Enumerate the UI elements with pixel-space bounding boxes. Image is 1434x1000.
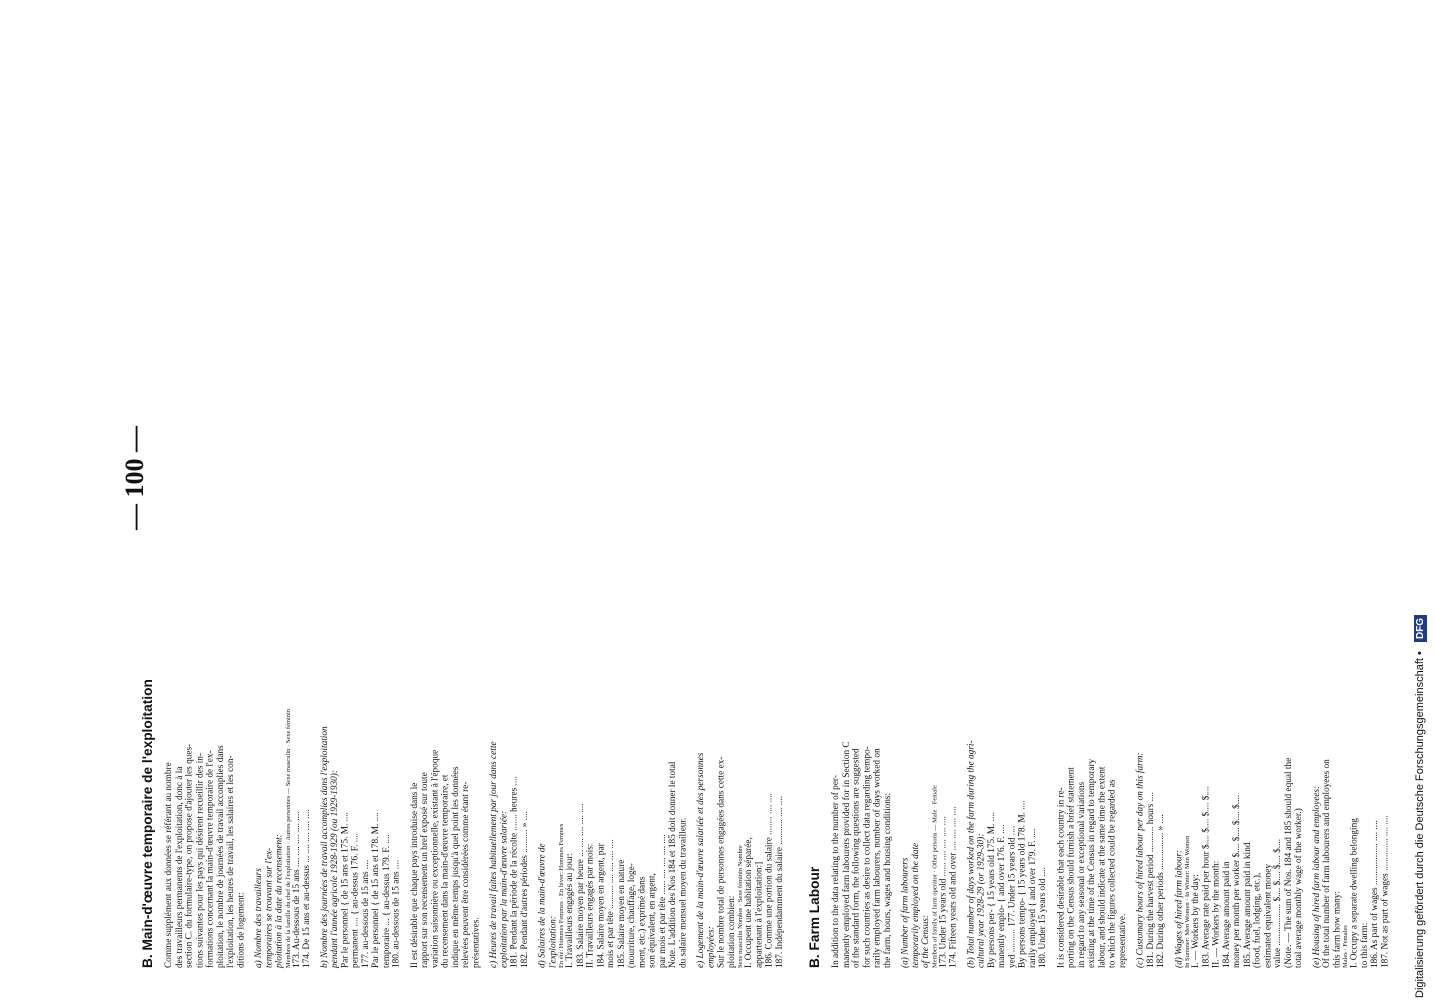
french-a-columns: Membres de la famille du chef de l'exploitation · Autres personnes — Sexe masculin · Sexe féminin [283, 708, 292, 968]
english-q182: 182. During other periods ................ » .... [1154, 814, 1166, 968]
french-intro: Comme supplément aux données se référant au nombre des travailleurs permanents de l'exploitation, donc à la section C. du formulaire-type, on propose d'ajouter les ques- tions suivantes pour les pays qui désirent recueillir des in- formations concernant la main-d'œuvre temporaire de l'ex- ploitation, le nombre de journées de travail accomplies dans l'exploitation, les heures de travail, les salaires et les con- ditions de logement: [162, 743, 246, 968]
french-b-title: b) Nombre des journées de travail accomplies dans l'exploitation [318, 726, 330, 968]
french-d2: II. Travailleurs engagés par mois: [584, 843, 595, 968]
english-e1: I. Occupy a separate dwelling belonging [1348, 818, 1359, 968]
french-q181: 181. Pendant la période de la récolte ....... heures .... [508, 776, 519, 968]
dfg-logo: DFG [1414, 615, 1427, 642]
english-q187: 187. Not as part of wages .............. .... .... [1378, 815, 1390, 968]
english-q183: 183. Average rate paid per hour $.... $.... $.... $.... [1200, 786, 1211, 968]
english-b-line: By persons per- { 15 years old 175. M. .... [985, 812, 997, 968]
french-title: B. Main-d'œuvre temporaire de l'exploitation [140, 679, 156, 968]
english-b-line: By persons tempo- { 15 years old 178. M. .... [1016, 800, 1028, 968]
english-b-line: rarily employed { and over 179. F. .... [1026, 828, 1038, 968]
english-q184: 184. Average amount paid in [1220, 861, 1232, 968]
english-d-title: (d) Wages of hired farm labour: [1172, 849, 1184, 968]
french-e-title: e) Logement de la main-d'œuvre salariée et des personnes [694, 752, 706, 968]
english-intro: In addition to the data relating to the number of per- manently employed farm labourers provided for in Section C of the standard form, the following questions are suggested for such countries as desire to collect data regarding tempo- rarily employed farm labourers, number of days worked on the farm, hours, wages and housing conditions: [830, 741, 893, 968]
english-e-text: Of the total number of farm labourers and employees on [1320, 759, 1332, 968]
french-q187: 187. Indépendamment du salaire ........... .... .... [773, 795, 785, 968]
english-b-note: It is considered desirable that each country in re- porting on the Census should furnish a brief statement in regard to any seasonal or exceptional variations existing at the time of the Census in regard to temporary labour, and should indicate at the same time the extent to which the figures collected could be regarded as representative. [1054, 758, 1128, 968]
french-q183: 183. Salaire moyen par heure ... .... .... .... .... [574, 803, 585, 968]
french-b-line: 177. au-dessous de 15 ans .... [359, 859, 371, 968]
english-b-line: yed .......... 177. Under 15 years old .... [1006, 825, 1017, 968]
english-d-columns: In Summer: Men Women · In Winter: Men Women [1183, 835, 1191, 968]
english-b-line: manently emplo- { and over 176. F. .... [995, 824, 1007, 968]
english-q185: 185. Average amount paid in kind [1241, 842, 1252, 968]
french-q173: 173. Au-dessous de 15 ans .... .... .... .... .... [290, 811, 301, 968]
english-e-columns: Males · Females [1341, 925, 1349, 968]
french-b-line: temporaire ... { au-dessus 179. F. .... [380, 834, 391, 968]
english-a-title: (a) Number of farm labourers [899, 857, 910, 968]
english-b-line: 180. Under 15 years old .... [1036, 867, 1048, 968]
french-c-title: c) Heures de travail faites habituellement par jour dans cette [487, 741, 499, 968]
english-q173: 173. Under 15 years old ...... .... .... .... .... [936, 816, 948, 968]
english-q174: 174. Fifteen years old and over .... .... .... .... [947, 806, 958, 968]
french-e-text: Sur le nombre total de personnes engagées dans cette ex- [715, 756, 726, 968]
english-e-title: (e) Housing of hired farm labour and employees: [1310, 785, 1322, 968]
english-column: B. Farm Labour In addition to the data relating to the number of per- manently employed farm labourers provided for in Section C of the standard form, the following questions are suggested for such countries as desire to collect data regarding tempo- rarily employed farm labourers, number of days worked on the farm, hours, wages and housing conditions: (a) Number of farm labourers temporarily employed on the date of the Census: Members of family of farm operator · Other persons — Male · Female 173. Under 15 years old ...... .... .... .... .... 174. Fifteen years old and over .... .... .... .... (b) Total number of days worked on the farm during the agri- cultural year 1928-29 (or 1929-30): By persons per- { 15 years old 175. M. .... manently emplo- { and over 176. F. .... yed .......... 177. Under 15 years old .... By persons tempo- { 15 years old 178. M. .... rarily employed { and over 179. F. .... 180. Under 15 years old .... It is considered desirable that each country in re- porting on the Census should furnish a brief statement in regard to any seasonal or exceptional variations existing at the time of the Census in regard to temporary labour, and should indicate at the same time the extent to which the figures collected could be regarded as representative. (c) Customary hours of hired labour per day on this farm: 181. During the harvest period ........... hours .... 182. During other periods ................ » .... (d) Wages of hired farm labour: In Summer: Men Women · In Winter: Men Women I. — Workers by the day: 183. Average rate paid per hour $.... $.... $.... $.... II. — Workers by the month: 184. Average amount paid in money per month per worker $.... $.... $.... $.... 185. Average amount paid in kind (food, fuel, lodging, etc.), estimated equivalent money value .................. $.... $.... $.... $.... (Note. — The sum of Nos. 184 and 185 should equal the total average monthly wage of the worker.) (e) Housing of hired farm labour and employees: Of the total number of farm labourers and employees on this farm how many: Males · Females I. Occupy a separate dwelling belonging to this farm: 186. As part of wages .................. .... .... 187. Not as part of wages .............. .... .... [807, 337, 1390, 968]
french-b-line: 180. au-dessous de 15 ans .... [390, 859, 401, 968]
french-b-line: Par le personnel { de 15 ans et 178. M. .... [369, 812, 381, 968]
french-d-title: d) Salaires de la main-d'œuvre de [536, 843, 548, 968]
english-note: (Note. — The sum of Nos. 184 and 185 should equal the [1282, 757, 1293, 968]
english-a-columns: Members of family of farm operator · Other persons — Male · Female [930, 785, 938, 968]
english-c-title: (c) Customary hours of hired labour per day on this farm: [1134, 752, 1146, 968]
french-q184: 184. Salaire moyen en argent, par [594, 843, 606, 968]
digitization-stamp [1408, 615, 1427, 998]
english-d2: II. — Workers by the month: [1210, 860, 1222, 968]
french-q185: 185. Salaire moyen en nature [615, 859, 626, 968]
french-e-columns: Sexe masculin Nombre · Sexe féminin Nombre [735, 845, 744, 968]
french-q182: 182. Pendant d'autres périodes .......... » .... [518, 811, 530, 968]
english-title: B. Farm Labour [807, 866, 823, 968]
french-d-columns: En été: Hommes Femmes · En hiver: Hommes Femmes [556, 823, 565, 968]
french-d1: I. Travailleurs engagés au jour: [563, 852, 575, 968]
digitization-stamp-text: Digitalisierung gefördert durch die Deutsche Forschungsgemeinschaft • [1414, 651, 1426, 998]
english-q181: 181. During the harvest period ........... hours .... [1144, 792, 1156, 968]
french-note: Note. L'addition des Nos 184 et 185 doit donner le total [666, 761, 678, 968]
page-number: — 100 — [120, 426, 149, 530]
french-b-line: Par le personnel { de 15 ans et 175. M. .... [338, 812, 350, 968]
english-b-title: (b) Total number of days worked on the farm during the agri- [965, 740, 976, 968]
english-q186: 186. As part of wages .................. .... .... [1368, 820, 1380, 968]
english-d1: I. — Workers by the day: [1189, 874, 1201, 968]
french-q186: 186. Comme une portion du salaire ........ .... .... [763, 793, 774, 968]
french-e1: I. Occupent une habitation séparée, [742, 837, 754, 968]
french-q174: 174. De 15 ans et au-dessus ... .... .... .... .... [300, 809, 312, 968]
french-b-line: permanent .... { au-dessus 176. F. .... [349, 832, 360, 968]
french-b-note: Il est désirable que chaque pays introduise dans le rapport sur son recensement un bref exposé sur toute variation saisonnière ou exceptionnelle, existant à l'époque du recensement dans la main-d'œuvre temporaire, et indique en même temps jusqu'à quel point les données relevées peuvent être considérées comme étant re- présentatives. [408, 749, 481, 968]
french-a-title: a) Nombre des travailleurs [252, 868, 264, 968]
french-column: B. Main-d'œuvre temporaire de l'exploitation Comme supplément aux données se référant au nombre des travailleurs permanents de l'exploitation, donc à la section C. du formulaire-type, on propose d'ajouter les ques- tions suivantes pour les pays qui désirent recueillir des in- formations concernant la main-d'œuvre temporaire de l'ex- ploitation, le nombre de journées de travail accomplies dans l'exploitation, les heures de travail, les salaires et les con- ditions de logement: a) Nombre des travailleurs temporaires se trouvant sur l'ex- ploitation à la date du recensement: Membres de la famille du chef de l'exploitation · Autres personnes — Sexe masculin · Sexe féminin 173. Au-dessous de 15 ans .... .... .... .... .... 174. De 15 ans et au-dessus ... .... .... .... .... b) Nombre des journées de travail accomplies dans l'exploitation pendant l'année agricole 1928-1929 (ou 1929-1930): Par le personnel { de 15 ans et 175. M. .... permanent .... { au-dessus 176. F. .... 177. au-dessous de 15 ans .... Par le personnel { de 15 ans et 178. M. .... temporaire ... { au-dessus 179. F. .... 180. au-dessous de 15 ans .... Il est désirable que chaque pays introduise dans le rapport sur son recensement un bref exposé sur toute variation saisonnière ou exceptionnelle, existant à l'époque du recensement dans la main-d'œuvre temporaire, et indique en même temps jusqu'à quel point les données relevées peuvent être considérées comme étant re- présentatives. c) Heures de travail faites habituellement par jour dans cette exploitation par la main-d'œuvre salariée: 181. Pendant la période de la récolte ....... heures .... 182. Pendant d'autres périodes .......... » .... d) Salaires de la main-d'œuvre de l'exploitation: En été: Hommes Femmes · En hiver: Hommes Femmes I. Travailleurs engagés au jour: 183. Salaire moyen par heure ... .... .... .... .... II. Travailleurs engagés par mois: 184. Salaire moyen en argent, par mois et par tête .......... .... .... .... .... 185. Salaire moyen en nature (nourriture, chauffage, loge- ment, etc.) exprimé dans son équivalent, en argent, par mois et par tête ...... .... .... .... .... Note. L'addition des Nos 184 et 185 doit donner le total du salaire mensuel moyen du travailleur. e) Logement de la main-d'œuvre salariée et des personnes employées: Sur le nombre total de personnes engagées dans cette ex- ploitation combien: Sexe masculin Nombre · Sexe féminin Nombre I. Occupent une habitation séparée, appartenant à l'exploitation:] 186. Comme une portion du salaire ........ .... .... 187. Indépendamment du salaire ........... .... .... [140, 337, 784, 968]
